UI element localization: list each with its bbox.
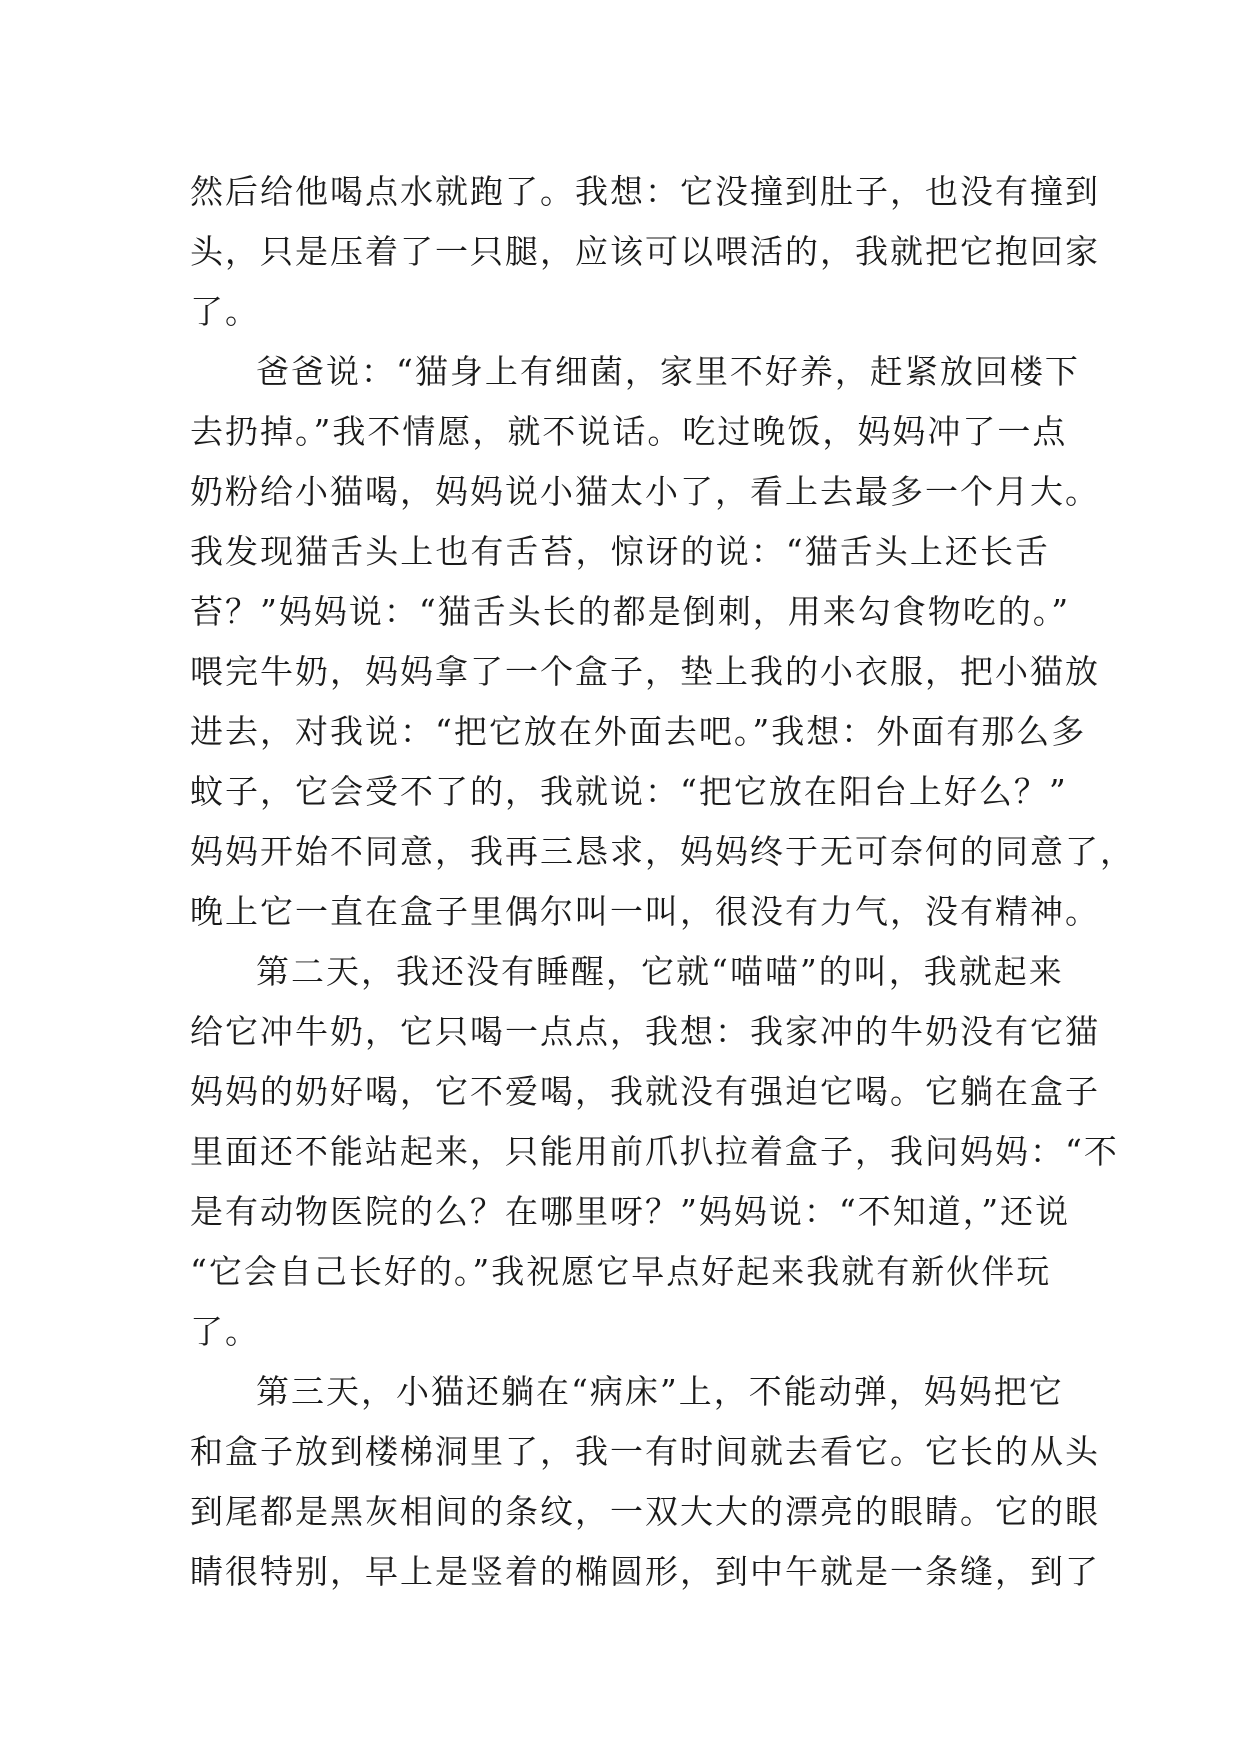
text-line: 到尾都是黑灰相间的条纹，一双大大的漂亮的眼睛。它的眼 bbox=[190, 1492, 1100, 1531]
text-line: 和盒子放到楼梯洞里了，我一有时间就去看它。它长的从头 bbox=[190, 1432, 1100, 1471]
text-line: 进去，对我说：“把它放在外面去吧。”我想：外面有那么多 bbox=[190, 712, 1087, 751]
paragraph-start-line: 第三天，小猫还躺在“病床”上，不能动弹，妈妈把它 bbox=[256, 1372, 1064, 1411]
text-line: 晚上它一直在盒子里偶尔叫一叫，很没有力气，没有精神。 bbox=[190, 892, 1100, 931]
text-line: “它会自己长好的。”我祝愿它早点好起来我就有新伙伴玩 bbox=[190, 1252, 1052, 1291]
text-line: 了。 bbox=[190, 1312, 260, 1351]
text-line: 然后给他喝点水就跑了。我想：它没撞到肚子，也没有撞到 bbox=[190, 172, 1100, 211]
paragraph-start-line: 爸爸说：“猫身上有细菌，家里不好养，赶紧放回楼下 bbox=[256, 352, 1080, 391]
text-line: 去扔掉。”我不情愿，就不说话。吃过晚饭，妈妈冲了一点 bbox=[190, 412, 1068, 451]
text-line: 妈妈的奶好喝，它不爱喝，我就没有强迫它喝。它躺在盒子 bbox=[190, 1072, 1100, 1111]
text-line: 妈妈开始不同意，我再三恳求，妈妈终于无可奈何的同意了， bbox=[190, 832, 1135, 871]
text-line: 我发现猫舌头上也有舌苔，惊讶的说：“猫舌头上还长舌 bbox=[190, 532, 1050, 571]
text-line: 蚊子，它会受不了的，我就说：“把它放在阳台上好么？” bbox=[190, 772, 1068, 811]
body-text bbox=[190, 162, 1135, 1602]
text-line: 睛很特别，早上是竖着的椭圆形，到中午就是一条缝，到了 bbox=[190, 1552, 1100, 1591]
text-line: 给它冲牛奶，它只喝一点点，我想：我家冲的牛奶没有它猫 bbox=[190, 1012, 1100, 1051]
text-line: 头，只是压着了一只腿，应该可以喂活的，我就把它抱回家 bbox=[190, 232, 1100, 271]
text-line: 苔？”妈妈说：“猫舌头长的都是倒刺，用来勾食物吃的。” bbox=[190, 592, 1071, 631]
text-line: 喂完牛奶，妈妈拿了一个盒子，垫上我的小衣服，把小猫放 bbox=[190, 652, 1100, 691]
paragraph-start-line: 第二天，我还没有睡醒，它就“喵喵”的叫，我就起来 bbox=[256, 952, 1064, 991]
text-line: 是有动物医院的么？在哪里呀？”妈妈说：“不知道，”还说 bbox=[190, 1192, 1071, 1231]
text-line: 奶粉给小猫喝，妈妈说小猫太小了，看上去最多一个月大。 bbox=[190, 472, 1100, 511]
text-line: 了。 bbox=[190, 292, 260, 331]
text-line: 里面还不能站起来，只能用前爪扒拉着盒子，我问妈妈：“不 bbox=[190, 1132, 1119, 1171]
